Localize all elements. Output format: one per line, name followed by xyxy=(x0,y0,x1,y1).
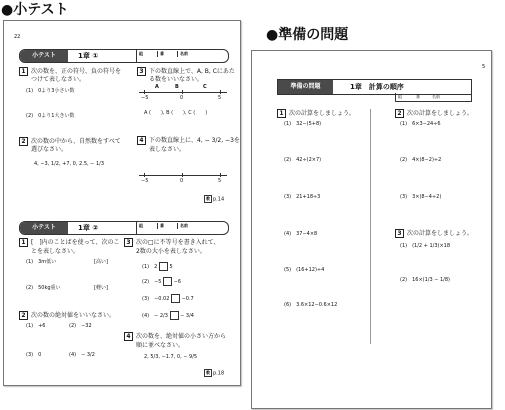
number-line-tick xyxy=(182,173,183,177)
cell-name: 名前 xyxy=(177,223,188,229)
page-number: 22 xyxy=(14,34,21,40)
prep-q1-number: 1 xyxy=(277,109,286,118)
q1-text2: つけて表しなさい。 xyxy=(31,76,86,83)
q3-text: 次の□に不等号を書き入れて、 xyxy=(136,239,220,246)
prep-q1-item-4: (4) 37−4×8 xyxy=(284,231,318,237)
q4-text: 次の数を、絶対値の小さい方から xyxy=(136,333,227,340)
q3-answer: A ( ), B ( ), C ( ) xyxy=(144,110,208,116)
heading-quiz: ●小テスト xyxy=(1,2,69,18)
number-line-tick xyxy=(182,90,183,94)
prep-q1-text: 次の計算をしましょう。 xyxy=(289,110,356,117)
quiz-page xyxy=(3,20,241,386)
q4-text2: 順に並べなさい。 xyxy=(136,342,185,349)
prep-q3-item-2: (2) 16×(1/3 − 1/8) xyxy=(400,277,450,283)
textbook-ref xyxy=(204,195,224,203)
q2-text: 次の数の中から、自然数をすべて xyxy=(31,138,121,145)
cell-class: 組 xyxy=(398,94,402,99)
number-line xyxy=(139,92,227,93)
ref-page: p.14 xyxy=(213,196,225,203)
cell-name: 名前 xyxy=(177,51,188,57)
number-line-tick xyxy=(220,90,221,94)
number-line-tick xyxy=(144,90,145,94)
cell-number: 番 xyxy=(157,223,164,229)
name-cells xyxy=(136,222,228,234)
heading-prep: ●準備の問題 xyxy=(266,27,349,43)
q1-text: 次の数を、正の符号、負の符号を xyxy=(31,68,122,75)
answer-box[interactable] xyxy=(170,311,179,320)
cell-class: 組 xyxy=(139,223,143,228)
tick-label: −5 xyxy=(141,178,149,184)
numline-point-a: A xyxy=(155,84,159,90)
q4-number: 4 xyxy=(124,332,133,341)
q3-number: 3 xyxy=(124,238,133,247)
name-cells xyxy=(395,93,472,102)
tick-label: 0 xyxy=(180,95,184,101)
q1-item-1: (1) 0より3小さい数 xyxy=(26,88,75,94)
prep-q2-item-1: (1) 6×3−24÷6 xyxy=(400,121,441,127)
q2-text2: 選びなさい。 xyxy=(31,146,68,153)
q3-text2: る数をいいなさい。 xyxy=(149,76,204,83)
q1-item-1: (1) 3m低い xyxy=(26,259,57,265)
q1-item-2: (2) 50kg重い xyxy=(26,285,61,291)
number-line-tick xyxy=(220,173,221,177)
q3-item-3: (3) −0.02 −0.7 xyxy=(142,296,194,302)
column-divider xyxy=(370,109,371,344)
ref-page: p.18 xyxy=(213,370,225,377)
answer-box[interactable] xyxy=(163,277,172,286)
q3-item-1: (1) 2 5 xyxy=(142,264,173,270)
answer-box[interactable] xyxy=(159,262,168,271)
q2-item-4: (4) − 3/2 xyxy=(69,352,95,358)
answer-box[interactable] xyxy=(171,294,180,303)
prep-q1-item-3: (3) 21+18÷3 xyxy=(284,194,321,200)
quiz1-header xyxy=(19,49,229,63)
quiz2-chapter: 1章 ② xyxy=(78,224,99,232)
q3-number: 3 xyxy=(137,67,146,76)
prep-chapter: 1章 計算の順序 xyxy=(350,83,404,91)
q4-number: 4 xyxy=(137,136,146,145)
quiz1-label: 小テスト xyxy=(20,50,68,62)
book-icon: 教 xyxy=(206,370,210,375)
tick-label: −5 xyxy=(141,95,149,101)
prep-q2-text: 次の計算をしましょう。 xyxy=(407,110,474,117)
q4-text: 下の数直線上に、4, − 3/2, −3を xyxy=(149,137,240,144)
q1-hint-1: [高い] xyxy=(94,259,108,265)
number-line xyxy=(139,175,227,176)
quiz1-chapter: 1章 ① xyxy=(78,52,99,60)
cell-number: 番 xyxy=(416,94,420,99)
q1-text2: とを表しなさい。 xyxy=(31,248,80,255)
prep-q2-item-3: (3) 3×(8−4÷2) xyxy=(400,194,442,200)
textbook-ref xyxy=(204,369,224,377)
q2-item-3: (3) 0 xyxy=(26,352,42,358)
q3-item-2: (2) −5 −6 xyxy=(142,279,182,285)
prep-q3-number: 3 xyxy=(395,229,404,238)
q1-text: [ ]内のことばを使って、次のこ xyxy=(31,239,120,246)
number-line-tick xyxy=(144,173,145,177)
q4-list: 2, 5/3, −1.7, 0, − 9/5 xyxy=(144,354,198,360)
cell-class: 組 xyxy=(139,51,143,56)
prep-q2-item-2: (2) 4×(8−2)÷2 xyxy=(400,157,442,163)
prep-q2-number: 2 xyxy=(395,109,404,118)
q2-item-1: (1) +6 xyxy=(26,323,46,329)
q1-item-2: (2) 0より1大きい数 xyxy=(26,113,75,119)
page-number: 5 xyxy=(482,64,486,70)
quiz2-header xyxy=(19,221,229,235)
q1-hint-2: [軽い] xyxy=(94,285,108,291)
q3-text2: 2数の大小を表しなさい。 xyxy=(136,248,206,255)
q2-list: 4, −3, 1/2, +7, 0, 2.5, − 1/3 xyxy=(34,161,104,167)
prep-q1-item-2: (2) 42÷(2×7) xyxy=(284,157,322,163)
quiz2-label: 小テスト xyxy=(20,222,68,234)
prep-q3-text: 次の計算をしましょう。 xyxy=(407,230,474,237)
tick-label: 5 xyxy=(218,178,222,184)
numline-point-c: C xyxy=(203,84,207,90)
q4-text2: 表しなさい。 xyxy=(149,146,186,153)
prep-q1-item-6: (6) 3.6×12−0.6×12 xyxy=(284,302,338,308)
numline-point-b: B xyxy=(175,84,179,90)
cell-name: 名前 xyxy=(432,94,440,99)
name-cells xyxy=(136,50,228,62)
tick-label: 5 xyxy=(218,95,222,101)
q1-number: 1 xyxy=(19,67,28,76)
prep-label: 準備の問題 xyxy=(278,80,333,94)
q2-text: 次の数の絶対値をいいなさい。 xyxy=(31,312,116,319)
q3-text: 下の数直線上で、A, B, Cにあた xyxy=(149,68,235,75)
q3-item-4: (4) − 2/3 − 3/4 xyxy=(142,313,194,319)
tick-label: 0 xyxy=(180,178,184,184)
q2-number: 2 xyxy=(19,137,28,146)
cell-number: 番 xyxy=(157,51,164,57)
prep-q1-item-1: (1) 32−(5+8) xyxy=(284,121,322,127)
q1-number: 1 xyxy=(19,238,28,247)
book-icon: 教 xyxy=(206,196,210,201)
prep-q3-item-1: (1) (1/2 + 1/3)×18 xyxy=(400,243,450,249)
prep-q1-item-5: (5) (16+12)÷4 xyxy=(284,267,325,273)
q2-number: 2 xyxy=(19,311,28,320)
q2-item-2: (2) −32 xyxy=(69,323,92,329)
prep-page xyxy=(251,50,492,409)
